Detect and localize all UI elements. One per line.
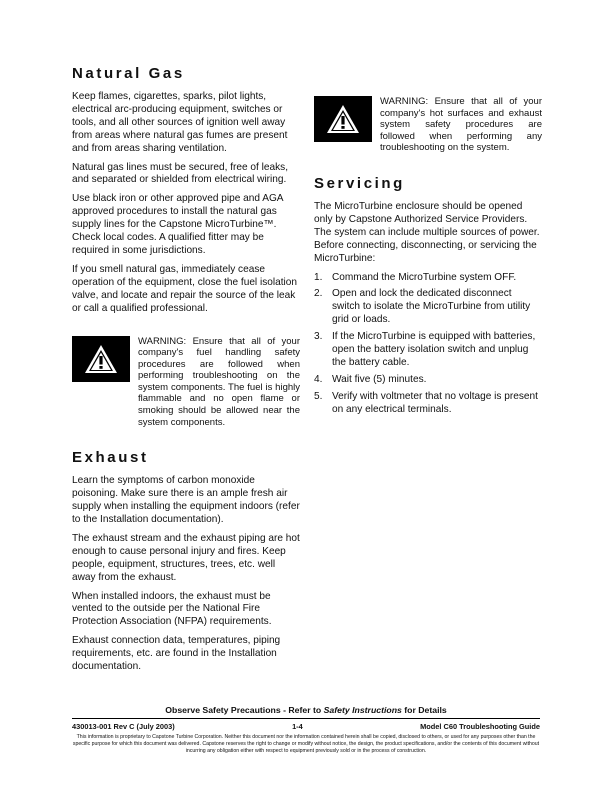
list-item: 4. Wait five (5) minutes. [314,373,427,385]
fuel-warning-block [72,336,300,429]
warning-triangle-icon [314,96,372,142]
footer-info-row [72,722,540,731]
page-number: 1-4 [292,722,303,731]
natural-gas-heading: Natural Gas [72,65,185,82]
safety-notice: Observe Safety Precautions - Refer to Safety Instructions for Details [165,705,447,715]
exhaust-paragraph-1: Learn the symptoms of carbon monoxide poisoning. Make sure there is an ample fresh air supply when installing the equipment indoors (refer to the Installation documentation). [72,475,300,525]
exhaust-heading: Exhaust [72,449,149,467]
exhaust-paragraph-3: When installed indoors, the exhaust must be vented to the outside per the National Fire Protection Association (NFPA) requirements. [72,590,272,628]
natural-gas-paragraph-1: Keep flames, cigarettes, sparks, pilot lights, electrical arc-producing equipment, switches or tools, and all other sources of ignition well away from areas where natural gas fumes are present and from areas sharing ventilation. [72,91,288,154]
list-item: 3. If the MicroTurbine is equipped with batteries, open the battery isolation switch and unplug the battery cable. [314,331,536,368]
list-item: 2. Open and lock the dedicated disconnect switch to isolate the MicroTurbine from utility grid or loads. [314,288,531,326]
servicing-intro: The MicroTurbine enclosure should be opened only by Capstone Authorized Service Providers. The system can include multiple sources of power. Before connecting, disconnecting, or servicing the MicroTurbine: [314,200,540,264]
guide-title: Model C60 Troubleshooting Guide [420,722,540,731]
footer-divider [72,718,540,719]
proprietary-notice: This information is proprietary to Capstone Turbine Corporation. Neither this document nor the information contained herein shall be copied, disclosed to others, or used for any purposes other than the specific purpose for which this document was delivered. Capstone reserves the right to change or modify without notice, the design, the product specifications, and/or the contents of this document without incurring any obligation either with respect to equipment previously sold or in the process of construction. [72,734,540,755]
hot-surface-warning-text: WARNING: Ensure that all of your company's hot surfaces and exhaust system safety procedures are followed when performing any troubleshooting on the system. [380,96,542,154]
exhaust-paragraph-4: Exhaust connection data, temperatures, piping requirements, etc. are found in the Installation documentation. [72,635,281,673]
natural-gas-paragraph-3: Use black iron or other approved pipe and AGA approved procedures to install the natural gas supply lines for the Capstone MicroTurbine™. Check local codes. A qualified fitter may be required in some jurisdictions. [72,193,283,256]
natural-gas-paragraph-2: Natural gas lines must be secured, free of leaks, and separated or shielded from electrical wiring. [72,161,289,186]
left-column [72,64,300,680]
servicing-steps-list [314,272,542,417]
safety-instructions-reference: Safety Instructions [323,705,402,715]
right-column [314,96,542,421]
document-number: 430013-001 Rev C (July 2003) [72,722,175,731]
natural-gas-paragraph-4: If you smell natural gas, immediately cease operation of the equipment, close the fuel isolation valve, and locate and repair the source of the leak or call a qualified professional. [72,263,298,314]
list-item: 5. Verify with voltmeter that no voltage is present on any electrical terminals. [314,390,538,415]
servicing-heading: Servicing [314,174,405,192]
hot-surface-warning-block [314,96,542,154]
exhaust-paragraph-2: The exhaust stream and the exhaust piping are hot enough to cause personal injury and fires. Keep people, equipment, structures, trees, etc. well away from the exhaust. [72,532,300,583]
list-item: 1. Command the MicroTurbine system OFF. [314,271,517,283]
fuel-warning-text: WARNING: Ensure that all of your company's fuel handling safety procedures are followed when performing troubleshooting on the system components. The fuel is highly flammable and no open flame or smoking should be allowed near the system components. [138,335,300,428]
warning-triangle-icon [72,336,130,382]
